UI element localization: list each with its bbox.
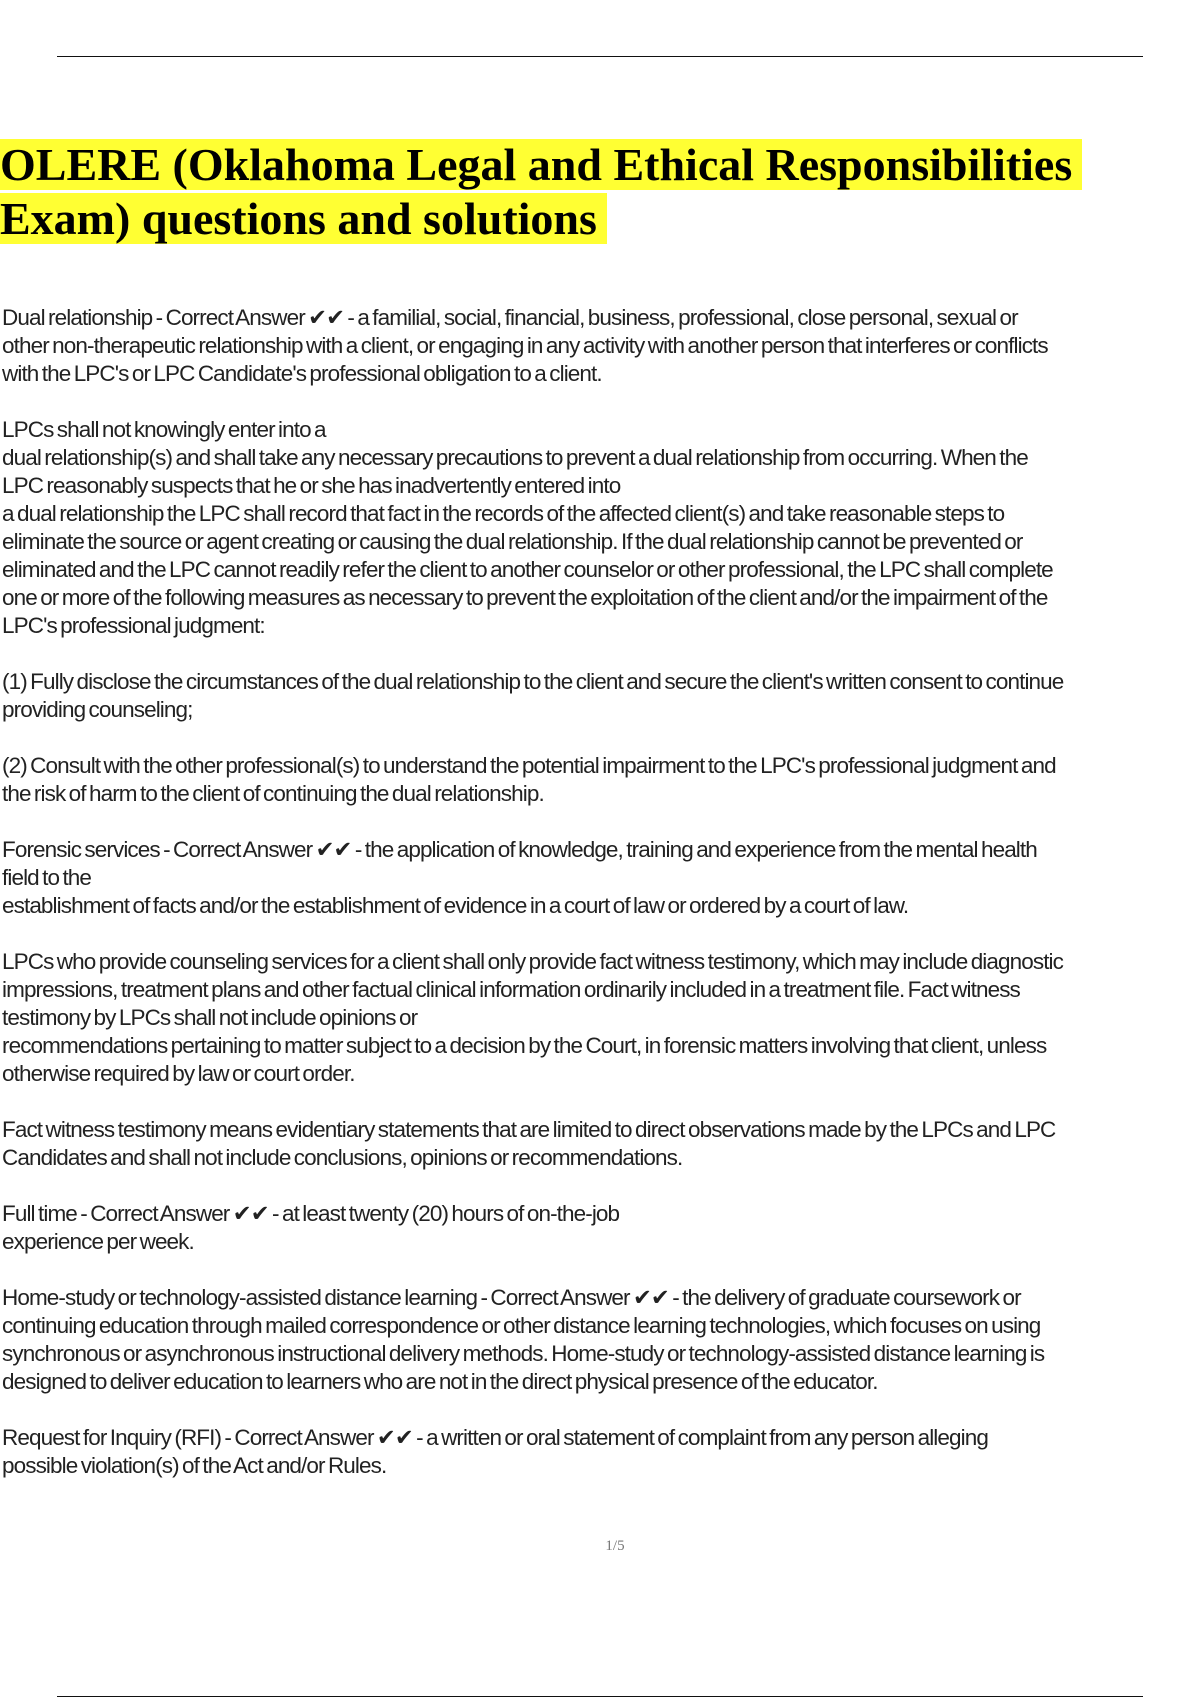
text-line: other non-therapeutic relationship with a client, or engaging in any activity with another person that interferes or conflicts [2, 333, 1048, 358]
text-line: dual relationship(s) and shall take any necessary precautions to prevent a dual relationship from occurring. When the [2, 445, 1028, 470]
text-line: otherwise required by law or court order. [2, 1061, 355, 1086]
text-line: synchronous or asynchronous instructional delivery methods. Home-study or technology-assisted distance learning is [2, 1341, 1045, 1366]
text-line: recommendations pertaining to matter subject to a decision by the Court, in forensic matters involving that client, unless [2, 1033, 1047, 1058]
footer-rule [57, 1696, 1143, 1697]
paragraph [2, 752, 1200, 808]
paragraph [2, 668, 1200, 724]
text-line: field to the [2, 865, 92, 890]
paragraph [2, 1200, 1200, 1256]
header-rule [57, 56, 1143, 57]
text-line: eliminate the source or agent creating or causing the dual relationship. If the dual relationship cannot be prevented or [2, 529, 1023, 554]
text-line: a dual relationship the LPC shall record that fact in the records of the affected client(s) and take reasonable steps to [2, 501, 1005, 526]
paragraph [2, 416, 1200, 640]
text-line: designed to deliver education to learners who are not in the direct physical presence of the educator. [2, 1369, 878, 1394]
text-line: possible violation(s) of the Act and/or Rules. [2, 1453, 387, 1478]
title-highlight: OLERE (Oklahoma Legal and Ethical Responsibilities Exam) questions and solutions [0, 139, 1082, 244]
paragraph [2, 948, 1200, 1088]
document-title [0, 138, 1160, 246]
document-body [2, 304, 1200, 1508]
text-line: LPCs shall not knowingly enter into a [2, 417, 326, 442]
text-line: Fact witness testimony means evidentiary statements that are limited to direct observations made by the LPCs and LPC [2, 1117, 1056, 1142]
text-line: testimony by LPCs shall not include opinions or [2, 1005, 418, 1030]
text-line: providing counseling; [2, 697, 193, 722]
text-line: impressions, treatment plans and other factual clinical information ordinarily included in a treatment file. Fact witness [2, 977, 1020, 1002]
text-line: LPC reasonably suspects that he or she has inadvertently entered into [2, 473, 621, 498]
paragraph [2, 1424, 1200, 1480]
paragraph [2, 1116, 1200, 1172]
text-line: Candidates and shall not include conclusions, opinions or recommendations. [2, 1145, 683, 1170]
text-line: continuing education through mailed correspondence or other distance learning technologies, which focuses on using [2, 1313, 1041, 1338]
text-line: Home-study or technology-assisted distance learning - Correct Answer ✔✔ - the delivery of graduate coursework or [2, 1285, 1021, 1310]
text-line: Forensic services - Correct Answer ✔✔ - the application of knowledge, training and experience from the mental health [2, 837, 1037, 862]
text-line: establishment of facts and/or the establishment of evidence in a court of law or ordered by a court of law. [2, 893, 909, 918]
text-line: with the LPC's or LPC Candidate's professional obligation to a client. [2, 361, 602, 386]
text-line: (1) Fully disclose the circumstances of the dual relationship to the client and secure the client's written consent to continue [2, 669, 1064, 694]
text-line: (2) Consult with the other professional(s) to understand the potential impairment to the LPC's professional judgment and [2, 753, 1056, 778]
text-line: LPC's professional judgment: [2, 613, 265, 638]
text-line: one or more of the following measures as necessary to prevent the exploitation of the client and/or the impairment of the [2, 585, 1048, 610]
paragraph [2, 1284, 1200, 1396]
text-line: experience per week. [2, 1229, 194, 1254]
paragraph [2, 836, 1200, 920]
text-line: Full time - Correct Answer ✔✔ - at least twenty (20) hours of on-the-job [2, 1201, 620, 1226]
text-line: eliminated and the LPC cannot readily refer the client to another counselor or other professional, the LPC shall complete [2, 557, 1053, 582]
text-line: Dual relationship - Correct Answer ✔✔ - a familial, social, financial, business, professional, close personal, sexual or [2, 305, 1018, 330]
text-line: LPCs who provide counseling services for a client shall only provide fact witness testimony, which may include diagnostic [2, 949, 1064, 974]
page-number: 1/5 [605, 1538, 625, 1554]
text-line: Request for Inquiry (RFI) - Correct Answer ✔✔ - a written or oral statement of complaint from any person alleging [2, 1425, 988, 1450]
paragraph [2, 304, 1200, 388]
text-line: the risk of harm to the client of continuing the dual relationship. [2, 781, 544, 806]
